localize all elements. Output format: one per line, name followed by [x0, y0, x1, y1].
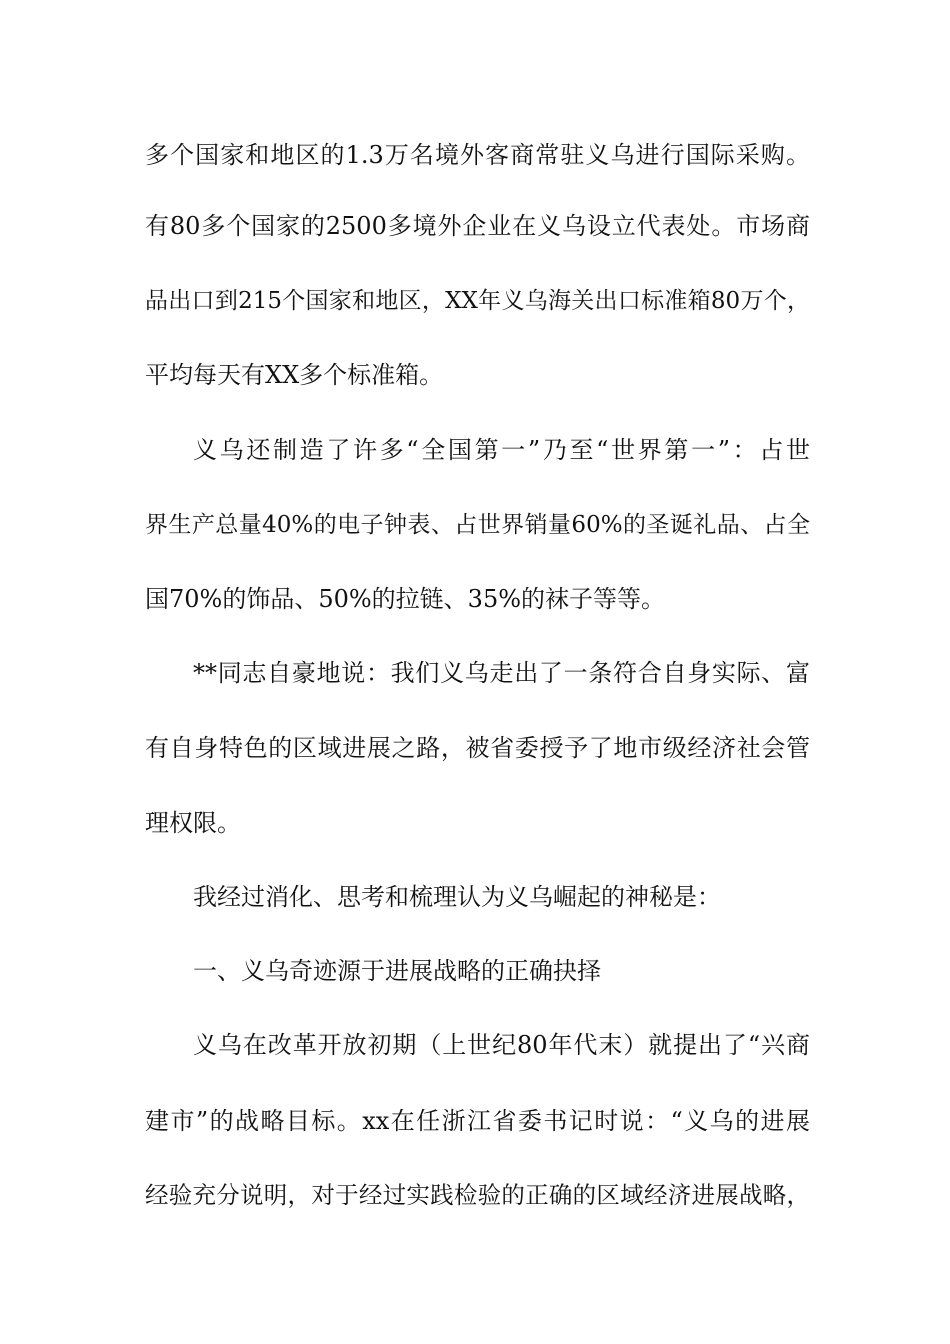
text-line-13: 义乌在改革开放初期（上世纪80年代末）就提出了“兴商	[193, 1031, 810, 1059]
text-line-4: 平均每天有XX多个标准箱。	[145, 361, 444, 389]
text-line-15: 经验充分说明，对于经过实践检验的正确的区域经济进展战略，	[145, 1181, 810, 1209]
text-line-1: 多个国家和地区的1.3万名境外客商常驻义乌进行国际采购。	[145, 141, 810, 169]
text-line-9: 有自身特色的区域进展之路，被省委授予了地市级经济社会管	[145, 734, 810, 762]
text-line-14: 建市”的战略目标。xx在任浙江省委书记时说：“义乌的进展	[145, 1107, 810, 1135]
text-line-3: 品出口到215个国家和地区，XX年义乌海关出口标准箱80万个，	[145, 288, 810, 314]
text-line-5: 义乌还制造了许多“全国第一”乃至“世界第一”：占世	[193, 436, 810, 464]
text-line-11: 我经过消化、思考和梳理认为义乌崛起的神秘是：	[193, 883, 721, 911]
text-line-6: 界生产总量40%的电子钟表、占世界销量60%的圣诞礼品、占全	[145, 512, 810, 538]
text-line-2: 有80多个国家的2500多境外企业在义乌设立代表处。市场商	[145, 212, 810, 240]
text-line-7: 国70%的饰品、50%的拉链、35%的袜子等等。	[145, 585, 666, 613]
text-line-8: **同志自豪地说：我们义乌走出了一条符合自身实际、富	[193, 659, 810, 687]
text-line-10: 理权限。	[145, 809, 241, 837]
section-heading: 一、义乌奇迹源于进展战略的正确抉择	[193, 957, 601, 985]
